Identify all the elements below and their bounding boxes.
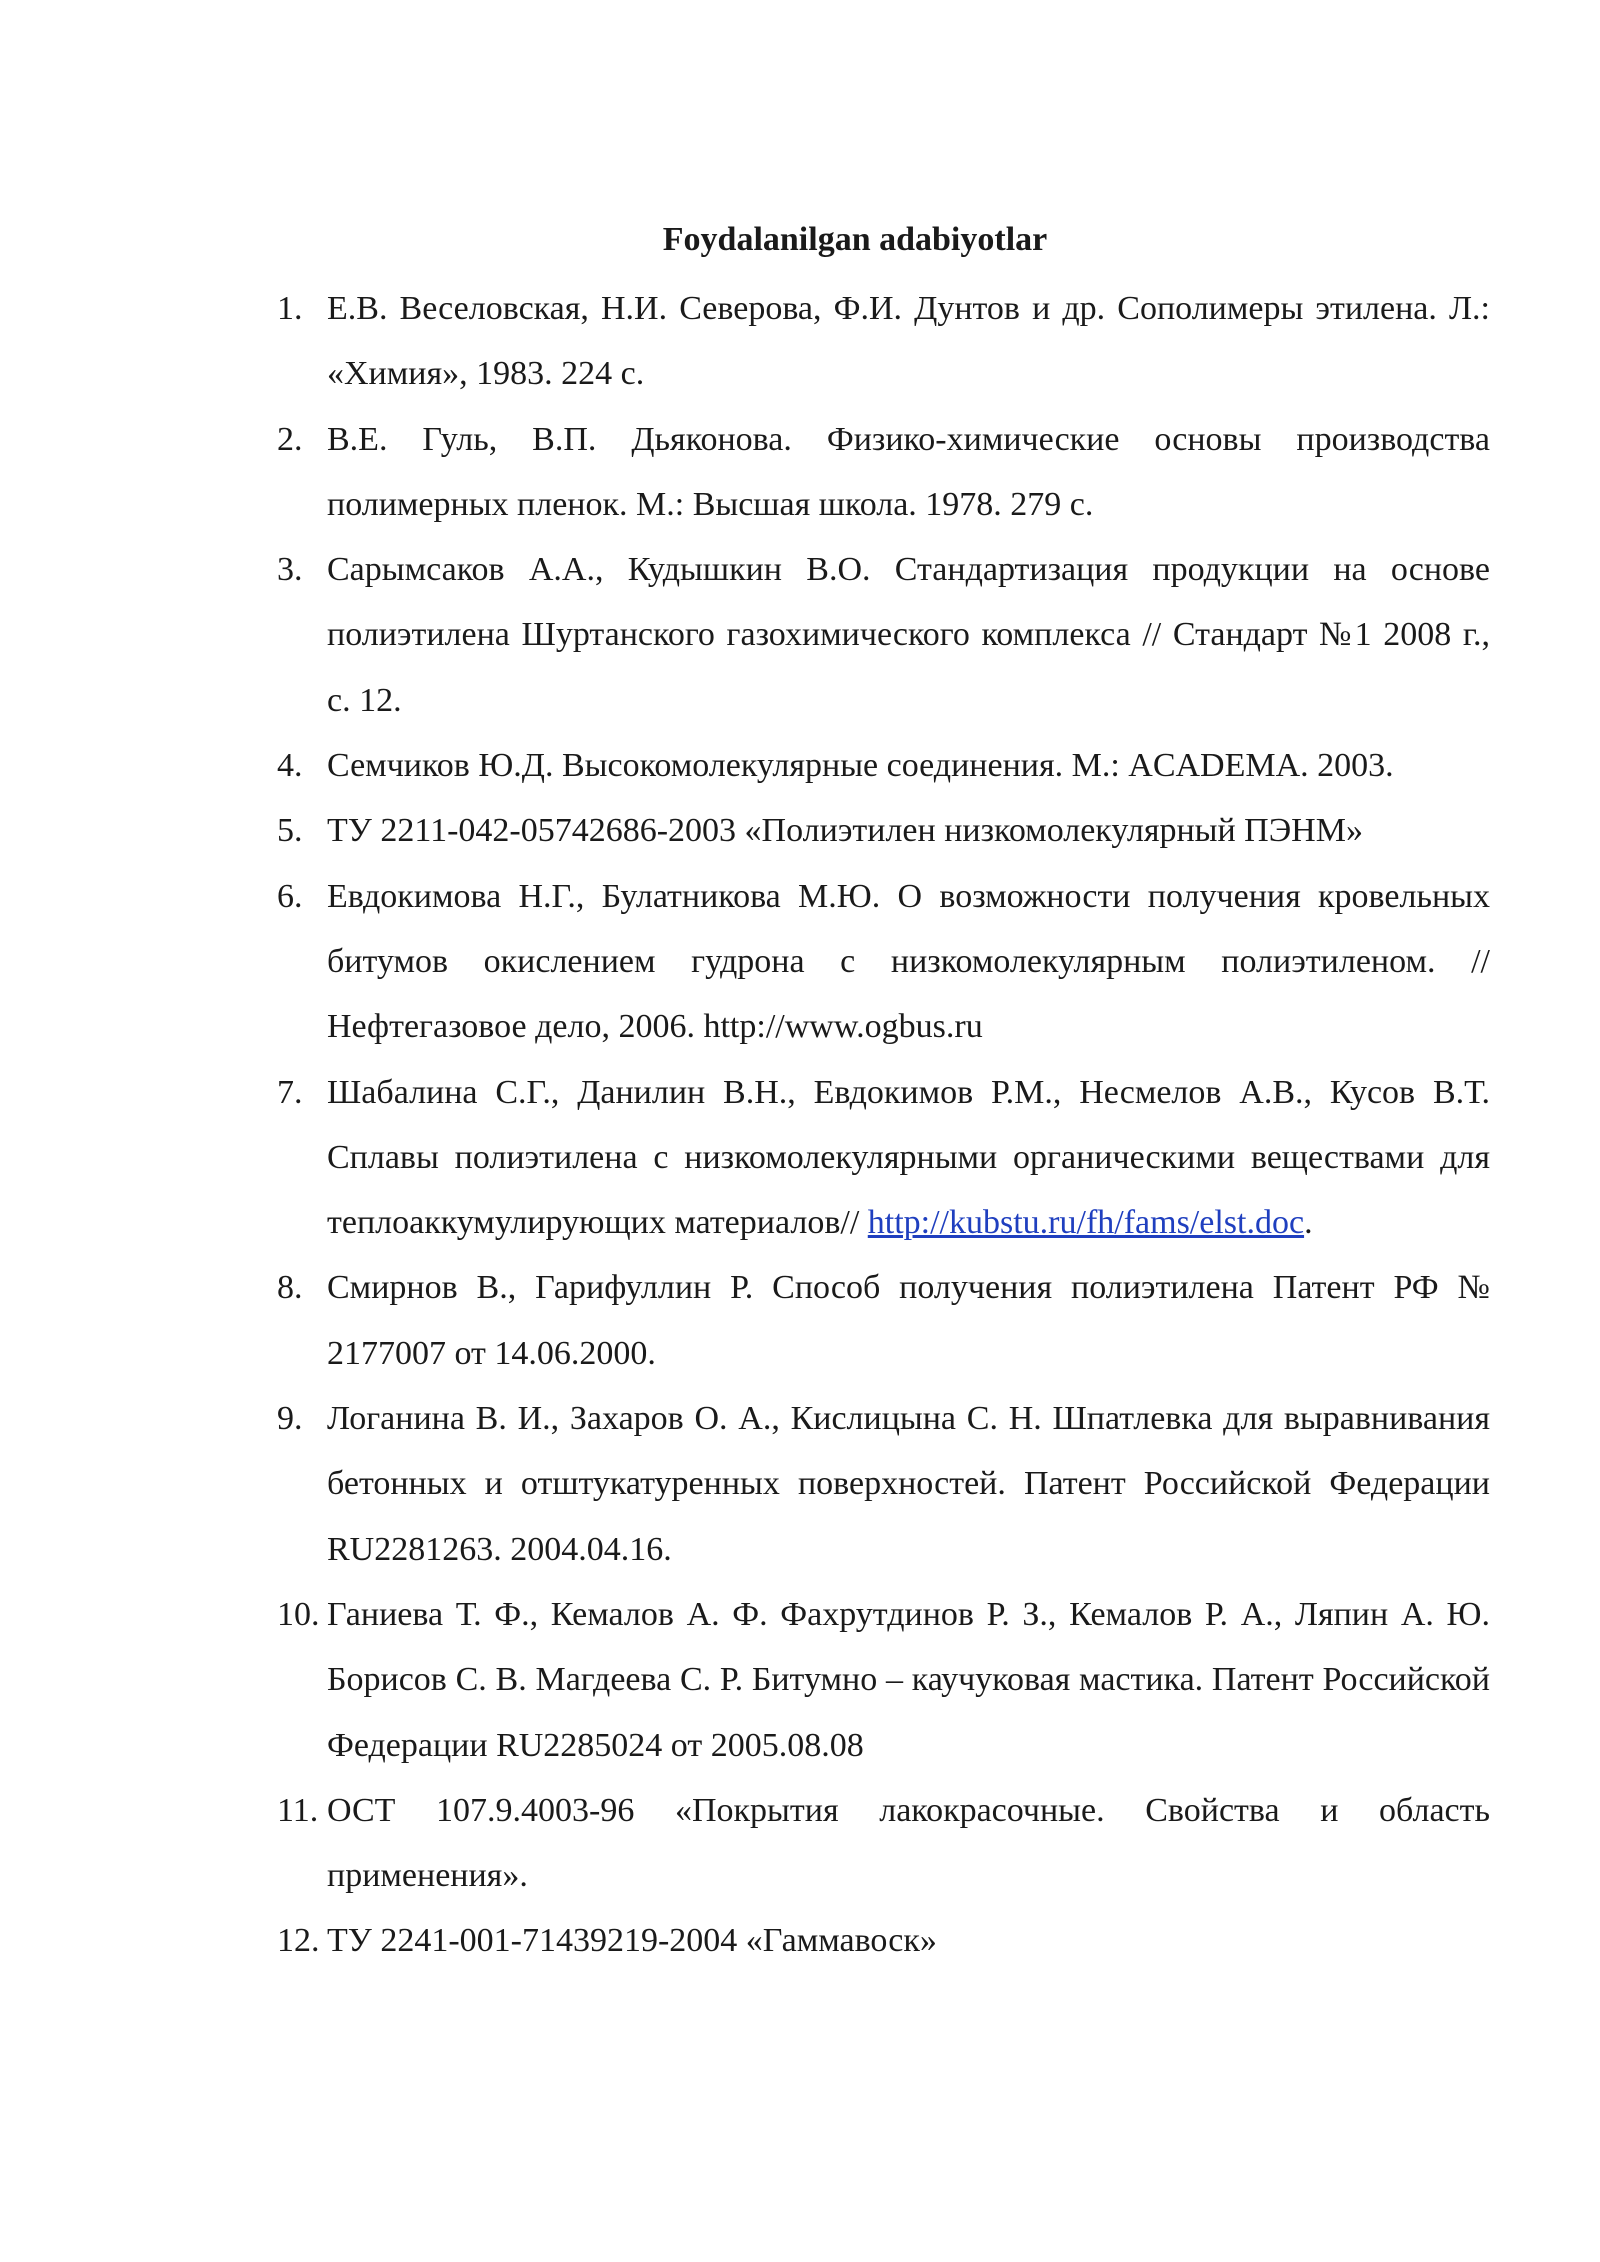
reference-item — [277, 798, 1490, 863]
reference-item — [277, 1060, 1490, 1256]
reference-text: ТУ 2211-042-05742686-2003 «Полиэтилен низкомолекулярный ПЭНМ» — [327, 812, 1363, 850]
reference-number: 9. — [277, 1400, 303, 1438]
reference-number: 7. — [277, 1073, 303, 1111]
reference-text-body: Шабалина С.Г., Данилин В.Н., Евдокимов Р.М., Несмелов А.В., Кусов В.Т. Сплавы полиэтилена с низкомолекулярными органическими веществами для теплоаккумулирующих материалов// — [327, 1073, 1490, 1242]
reference-item — [277, 407, 1490, 538]
reference-number: 2. — [277, 420, 303, 458]
reference-item — [277, 1386, 1490, 1582]
reference-number: 8. — [277, 1269, 303, 1307]
reference-item — [277, 1255, 1490, 1386]
reference-number: 6. — [277, 877, 303, 915]
reference-text — [327, 1074, 1490, 1242]
reference-list — [277, 276, 1490, 1974]
reference-text: Евдокимова Н.Г., Булатникова М.Ю. О возможности получения кровельных битумов окислением гудрона с низкомолекулярным полиэтиленом. //Нефтегазовое дело, 2006. http://www.ogbus.ru — [327, 877, 1490, 1046]
reference-item — [277, 733, 1490, 798]
reference-number: 5. — [277, 812, 303, 850]
reference-item — [277, 1582, 1490, 1778]
reference-item — [277, 276, 1490, 407]
reference-number: 10. — [277, 1595, 320, 1633]
reference-number: 4. — [277, 747, 303, 785]
reference-text: Смирнов В., Гарифуллин Р. Способ получения полиэтилена Патент РФ № 2177007 от 14.06.2000. — [327, 1269, 1490, 1372]
reference-text: ОСТ 107.9.4003-96 «Покрытия лакокрасочные. Свойства и область применения». — [327, 1791, 1490, 1895]
reference-text: Семчиков Ю.Д. Высокомолекулярные соединения. М.: ACADEMA. 2003. — [327, 747, 1394, 785]
reference-text: Ганиева Т. Ф., Кемалов А. Ф. Фахрутдинов Р. З., Кемалов Р. А., Ляпин А. Ю. Борисов С. В. Магдеева С. Р. Битумно – каучуковая мастика. Патент Российской Федерации RU2285024 от 2005.08.08 — [327, 1595, 1490, 1764]
bibliography-title: Foydalanilgan adabiyotlar — [662, 221, 1048, 258]
reference-number: 3. — [277, 551, 303, 589]
reference-item — [277, 1908, 1490, 1973]
reference-text: В.Е. Гуль, В.П. Дьяконова. Физико-химические основы производства полимерных пленок. М.: Высшая школа. 1978. 279 с. — [327, 420, 1490, 523]
reference-text-tail: . — [1304, 1204, 1313, 1242]
reference-text: Сарымсаков А.А., Кудышкин В.О. Стандартизация продукции на основе полиэтилена Шуртанского газохимического комплекса // Стандарт №1 2008 г., с. 12. — [327, 551, 1490, 719]
reference-text: ТУ 2241-001-71439219-2004 «Гаммавоск» — [327, 1922, 937, 1960]
reference-number: 11. — [277, 1791, 319, 1829]
reference-text: Логанина В. И., Захаров О. А., Кислицына С. Н. Шпатлевка для выравнивания бетонных и отштукатуренных поверхностей. Патент Российской Федерации RU2281263. 2004.04.16. — [327, 1400, 1490, 1568]
reference-item — [277, 1778, 1490, 1909]
reference-item — [277, 537, 1490, 733]
reference-number: 1. — [277, 290, 303, 327]
reference-link[interactable]: http://kubstu.ru/fh/fams/elst.doc — [867, 1204, 1305, 1242]
reference-text: Е.В. Веселовская, Н.И. Северова, Ф.И. Дунтов и др. Сополимеры этилена. Л.: «Химия», 1983. 224 с. — [327, 290, 1490, 393]
reference-item — [277, 864, 1490, 1060]
reference-number: 12. — [277, 1922, 320, 1960]
